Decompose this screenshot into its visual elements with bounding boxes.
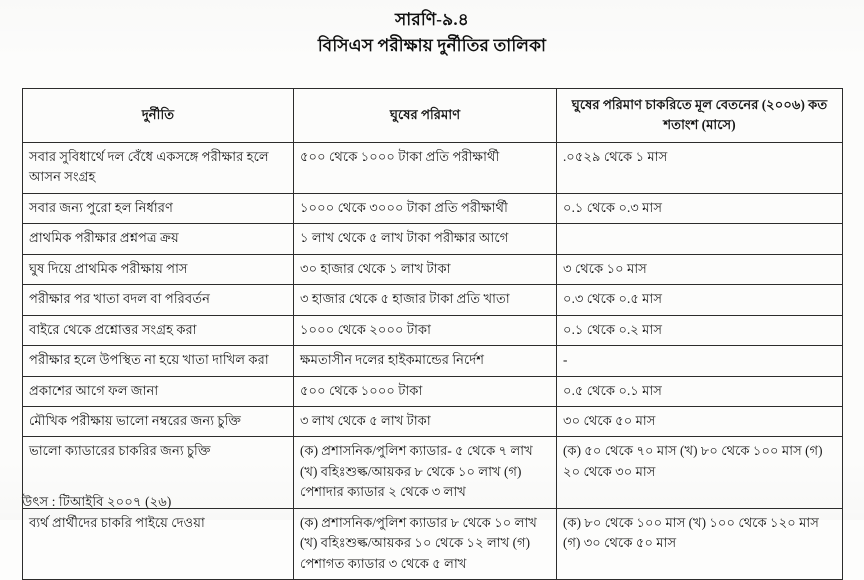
cell-corruption: প্রাথমিক পরীক্ষার প্রশ্নপত্র ক্রয় xyxy=(23,224,294,254)
cell-corruption: ঘুষ দিয়ে প্রাথমিক পরীক্ষায় পাস xyxy=(23,254,294,284)
table-row xyxy=(23,142,843,193)
cell-percent-of-salary xyxy=(557,224,843,254)
cell-percent-of-salary: ৩০ থেকে ৫০ মাস xyxy=(557,406,843,436)
table-row xyxy=(23,315,843,345)
cell-bribe-amount: ১০০০ থেকে ২০০০ টাকা xyxy=(294,315,557,345)
column-header-corruption: দুর্নীতি xyxy=(23,89,294,143)
cell-percent-of-salary: ০.৩ থেকে ০.৫ মাস xyxy=(557,285,843,315)
table-row xyxy=(23,346,843,376)
cell-corruption: মৌখিক পরীক্ষায় ভালো নম্বরের জন্য চুক্তি xyxy=(23,406,294,436)
table-header xyxy=(23,89,843,143)
table-row xyxy=(23,406,843,436)
cell-corruption: ভালো ক্যাডারের চাকরির জন্য চুক্তি xyxy=(23,437,294,508)
cell-corruption: বাইরে থেকে প্রশ্নোত্তর সংগ্রহ করা xyxy=(23,315,294,345)
cell-percent-of-salary: .০৫২৯ থেকে ১ মাস xyxy=(557,142,843,193)
header-row xyxy=(23,89,843,143)
table-body xyxy=(23,142,843,579)
cell-corruption: পরীক্ষার পর খাতা বদল বা পরিবর্তন xyxy=(23,285,294,315)
table-row xyxy=(23,254,843,284)
cell-corruption: ব্যর্থ প্রার্থীদের চাকরি পাইয়ে দেওয়া xyxy=(23,508,294,579)
cell-percent-of-salary: (ক) ৮০ থেকে ১০০ মাস (খ) ১০০ থেকে ১২০ মাস (গ) ৩০ থেকে ৫০ মাস xyxy=(557,508,843,579)
cell-bribe-amount: ৩ হাজার থেকে ৫ হাজার টাকা প্রতি খাতা xyxy=(294,285,557,315)
cell-percent-of-salary: ০.৫ থেকে ০.১ মাস xyxy=(557,376,843,406)
table-row xyxy=(23,285,843,315)
cell-corruption: প্রকাশের আগে ফল জানা xyxy=(23,376,294,406)
page-title: সারণি-৯.৪ xyxy=(394,10,470,29)
cell-percent-of-salary: ৩ থেকে ১০ মাস xyxy=(557,254,843,284)
table-row xyxy=(23,508,843,579)
cell-bribe-amount: (ক) প্রশাসনিক/পুলিশ ক্যাডার ৮ থেকে ১০ লাখ (খ) বহিঃশুল্ক/আয়কর ১০ থেকে ১২ লাখ (গ) পেশাগত ক্যাডার ৩ থেকে ৫ লাখ xyxy=(294,508,557,579)
cell-percent-of-salary: ০.১ থেকে ০.২ মাস xyxy=(557,315,843,345)
cell-bribe-amount: ৫০০ থেকে ১০০০ টাকা xyxy=(294,376,557,406)
cell-bribe-amount: ৫০০ থেকে ১০০০ টাকা প্রতি পরীক্ষার্থী xyxy=(294,142,557,193)
cell-bribe-amount: ৩ লাখ থেকে ৫ লাখ টাকা xyxy=(294,406,557,436)
cell-bribe-amount: ৩০ হাজার থেকে ১ লাখ টাকা xyxy=(294,254,557,284)
cell-bribe-amount: ১ লাখ থেকে ৫ লাখ টাকা পরীক্ষার আগে xyxy=(294,224,557,254)
cell-percent-of-salary: - xyxy=(557,346,843,376)
table-row xyxy=(23,193,843,223)
column-header-bribe-amount: ঘুষের পরিমাণ xyxy=(294,89,557,143)
table-row xyxy=(23,376,843,406)
cell-corruption: সবার সুবিধার্থে দল বেঁধে একসঙ্গে পরীক্ষার হলে আসন সংগ্রহ xyxy=(23,142,294,193)
cell-corruption: পরীক্ষার হলে উপস্থিত না হয়ে খাতা দাখিল করা xyxy=(23,346,294,376)
cell-bribe-amount: ক্ষমতাসীন দলের হাইকমান্ডের নির্দেশ xyxy=(294,346,557,376)
column-header-percent-of-salary: ঘুষের পরিমাণ চাকরিতে মূল বেতনের (২০০৬) কত শতাংশ (মাসে) xyxy=(557,89,843,143)
cell-percent-of-salary: ০.১ থেকে ০.৩ মাস xyxy=(557,193,843,223)
page-subtitle: বিসিএস পরীক্ষায় দুর্নীতির তালিকা xyxy=(317,35,547,55)
table-row xyxy=(23,224,843,254)
cell-percent-of-salary: (ক) ৫০ থেকে ৭০ মাস (খ) ৮০ থেকে ১০০ মাস (গ) ২০ থেকে ৩০ মাস xyxy=(557,437,843,508)
cell-bribe-amount: ১০০০ থেকে ৩০০০ টাকা প্রতি পরীক্ষার্থী xyxy=(294,193,557,223)
cell-corruption: সবার জন্য পুরো হল নির্ধারণ xyxy=(23,193,294,223)
title-block xyxy=(0,8,864,58)
source-note: উৎস : টিআইবি ২০০৭ (২৬) xyxy=(22,494,172,509)
cell-bribe-amount: (ক) প্রশাসনিক/পুলিশ ক্যাডার- ৫ থেকে ৭ লাখ (খ) বহিঃশুল্ক/আয়কর ৮ থেকে ১০ লাখ (গ) পেশাদার ক্যাডার ২ থেকে ৩ লাখ xyxy=(294,437,557,508)
